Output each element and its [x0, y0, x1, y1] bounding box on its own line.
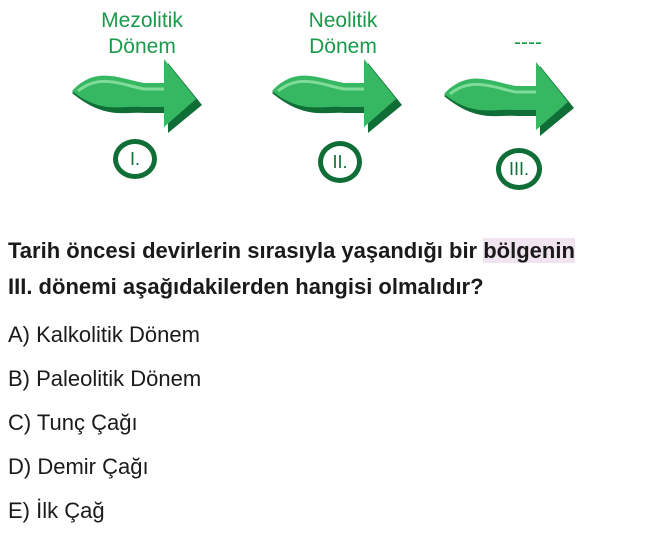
stage-1-label-line1: Mezolitik [101, 9, 183, 32]
option-a[interactable]: A) Kalkolitik Dönem [8, 322, 200, 347]
stage-1-numeral-badge [113, 139, 157, 179]
question-text [8, 233, 648, 305]
question-part2: III. dönemi aşağıdakilerden hangisi olmalıdır? [8, 274, 484, 299]
stage-2-label-line1: Neolitik [308, 9, 378, 32]
stage-3-numeral: III. [508, 158, 529, 179]
stage-2-label [268, 8, 418, 60]
option-d[interactable]: D) Demir Çağı [8, 454, 149, 479]
option-c[interactable]: C) Tunç Çağı [8, 410, 138, 435]
stage-3-numeral-badge [496, 148, 542, 190]
stage-2-numeral: II. [332, 151, 348, 172]
stage-1-label-line2: Dönem [108, 35, 176, 58]
option-b[interactable]: B) Paleolitik Dönem [8, 366, 202, 391]
stage-3-arrow-icon [440, 58, 580, 138]
stage-3-label-line1: ---- [514, 31, 542, 54]
stage-1-arrow-icon [68, 55, 208, 135]
stage-2-label-line2: Dönem [309, 35, 377, 58]
question-highlighted-word: bölgenin [483, 238, 575, 263]
stage-2-numeral-badge [318, 141, 362, 183]
stage-1-label [67, 8, 217, 60]
stage-2-arrow-icon [268, 55, 408, 135]
stage-1-numeral: I. [129, 148, 140, 169]
stage-3-label [453, 30, 603, 56]
option-e[interactable]: E) İlk Çağ [8, 498, 105, 523]
question-part1: Tarih öncesi devirlerin sırasıyla yaşandığı bir [8, 238, 484, 263]
